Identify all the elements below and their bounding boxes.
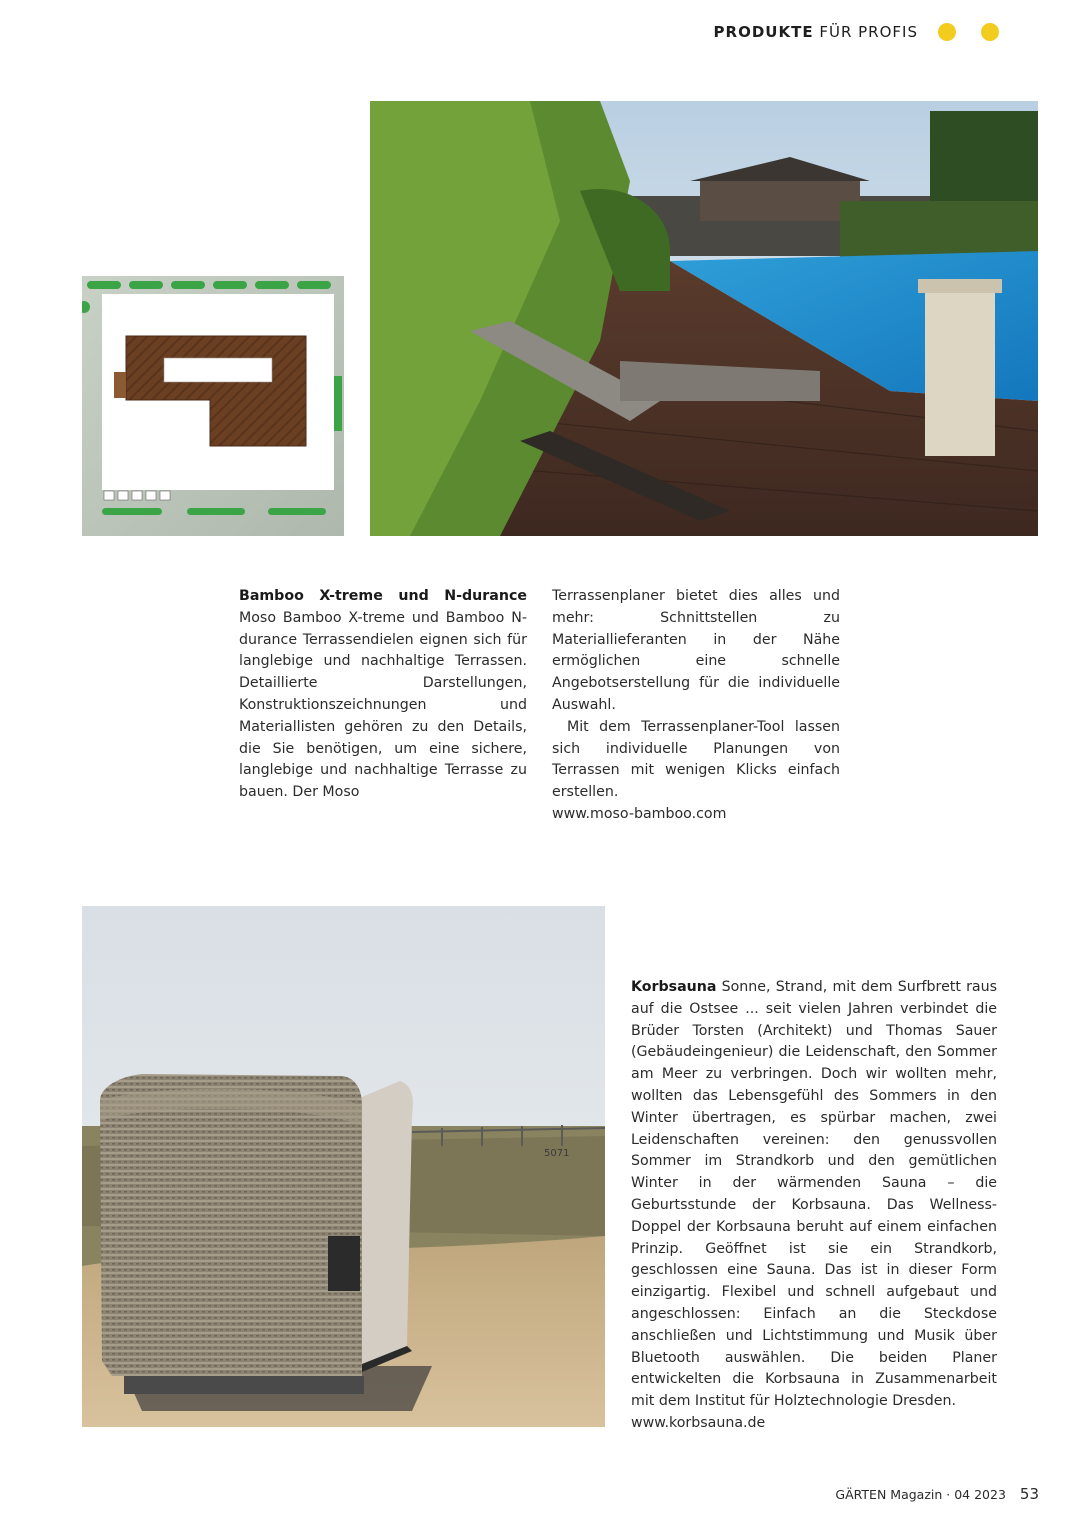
article2-text: Sonne, Strand, mit dem Surfbrett raus auf die Ostsee ... seit vielen Jahren verbindet die Brüder Torsten (Architekt) und Thomas Sauer (Gebäudeingenieur) die Leidenschaft, den Sommer am Meer zu verbringen. Doch wir wollten mehr, wollten das Lebensgefühl des Sommers in den Winter übertragen, es spürbar machen, zwei Leidenschaften vereinen: den genussvollen Sommer im Strandkorb und den gemütlichen Winter in der wärmenden Sauna – die Geburtsstunde der Korbsauna. Das Wellness-Doppel der Korbsauna beruht auf einem einfachen Prinzip. Geöffnet ist sie ein Strandkorb, geschlossen eine Sauna. Das ist in dieser Form einzigartig. Flexibel und schnell aufgebaut und angeschlossen: Einfach an die Steckdose anschließen und Lichtstimmung und Musik über Bluetooth auswählen. Die beiden Planer entwickelten die Korbsauna in Zusammenarbeit mit dem Institut für Holztechnologie Dresden. (631, 979, 998, 1410)
article2-column (631, 977, 997, 1435)
article1-text1: Moso Bamboo X-treme und Bamboo N-durance Terrassendielen eignen sich für langlebige und nachhaltige Terrassen. Detaillierte Darstellungen, Konstruktionszeichnungen und Materiallisten gehören zu den Details, die Sie benötigen, um eine sichere, langlebige und nachhaltige Terrasse zu bauen. Der Moso (239, 609, 527, 801)
article1-column1 (239, 586, 527, 804)
page-footer (835, 1485, 1039, 1503)
article1-lead: Bamboo X-treme und N-durance (239, 588, 527, 604)
page-number: 53 (1019, 1485, 1039, 1503)
moso-bamboo-link[interactable]: www.moso-bamboo.com (552, 805, 727, 822)
article2-lead: Korbsauna (631, 979, 717, 995)
yellow-dot-icon (938, 23, 956, 41)
section-title: PRODUKTE FÜR PROFIS (713, 23, 918, 41)
planner-toolbar (104, 491, 170, 500)
magazine-issue: GÄRTEN Magazin · 04 2023 (835, 1487, 1006, 1502)
article1-column2 (552, 586, 840, 826)
article1-text3: Mit dem Terrassenplaner-Tool lassen sich individuelle Planungen von Terrassen mit wenigen Klicks einfach erstellen. (552, 718, 840, 801)
beach-sign-number: 5071 (544, 1148, 570, 1159)
decorative-dots (938, 23, 999, 41)
section-header (714, 20, 999, 44)
yellow-dot-icon (981, 23, 999, 41)
article1-text2: Terrassenplaner bietet dies alles und mehr: Schnittstellen zu Materiallieferanten in der Nähe ermöglichen eine schnelle Angebotserstellung für die individuelle Auswahl. (552, 588, 840, 713)
korbsauna-photo (82, 906, 605, 1427)
pool-terrace-photo (370, 101, 1038, 536)
korbsauna-link[interactable]: www.korbsauna.de (631, 1414, 766, 1431)
terrace-planner-image (82, 276, 344, 536)
